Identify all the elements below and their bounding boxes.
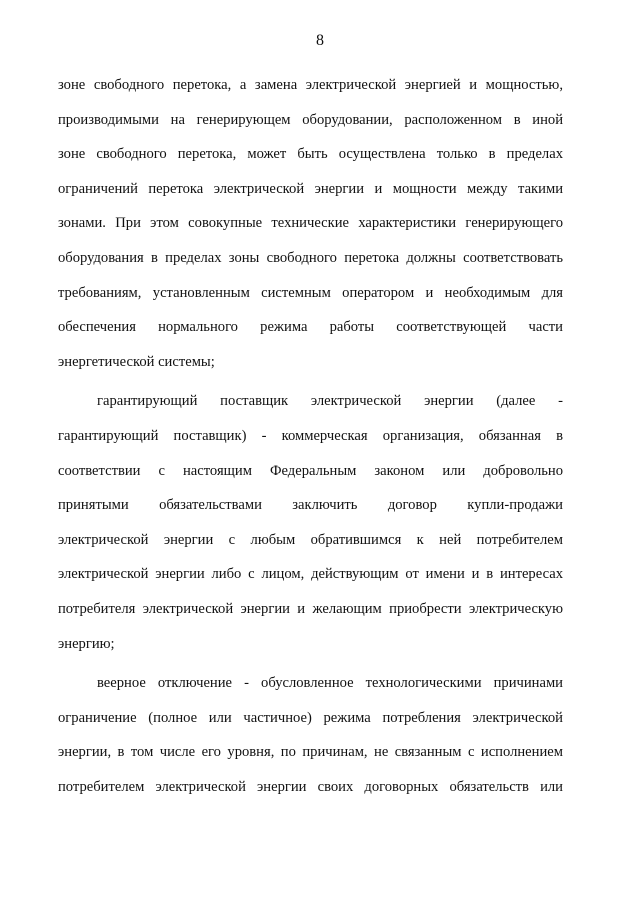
text-line: зоне свободного перетока, а замена электрической энергией и мощностью, [58,77,563,93]
paragraph-first-line: гарантирующий поставщик электрической энергии (далее - [97,393,563,410]
text-line: электрической энергии либо с лицом, действующим от имени и в интересах [58,566,563,583]
text-line: соответствии с настоящим Федеральным законом или добровольно [58,462,563,479]
text-line: принятыми обязательствами заключить договор купли-продажи [58,497,563,514]
text-line: производимыми на генерирующем оборудовании, расположенном в иной [58,111,563,128]
text-line: гарантирующий поставщик) - коммерческая организация, обязанная в [58,427,563,444]
paragraph-first-line: веерное отключение - обусловленное технологическими причинами [97,675,563,692]
text-line: обеспечения нормального режима работы соответствующей части [58,319,563,336]
text-line: требованиям, установленным системным оператором и необходимым для [58,284,563,301]
page-number: 8 [316,32,324,49]
text-line: энергию; [58,635,115,652]
text-line: ограничений перетока электрической энергии и мощности между такими [58,180,563,197]
document-body [58,68,563,804]
text-line: энергетической системы; [58,353,215,370]
text-line: электрической энергии с любым обратившимся к ней потребителем [58,531,563,548]
text-line: энергии, в том числе его уровня, по причинам, не связанным с исполнением [58,744,563,761]
text-line: потребителем электрической энергии своих договорных обязательств или [58,778,563,795]
text-line: ограничение (полное или частичное) режима потребления электрической [58,709,563,726]
text-line: оборудования в пределах зоны свободного перетока должны соответствовать [58,249,563,266]
text-line: зонами. При этом совокупные технические характеристики генерирующего [58,215,563,232]
text-line: потребителя электрической энергии и желающим приобрести электрическую [58,600,563,617]
text-line: зоне свободного перетока, может быть осуществлена только в пределах [58,146,563,163]
